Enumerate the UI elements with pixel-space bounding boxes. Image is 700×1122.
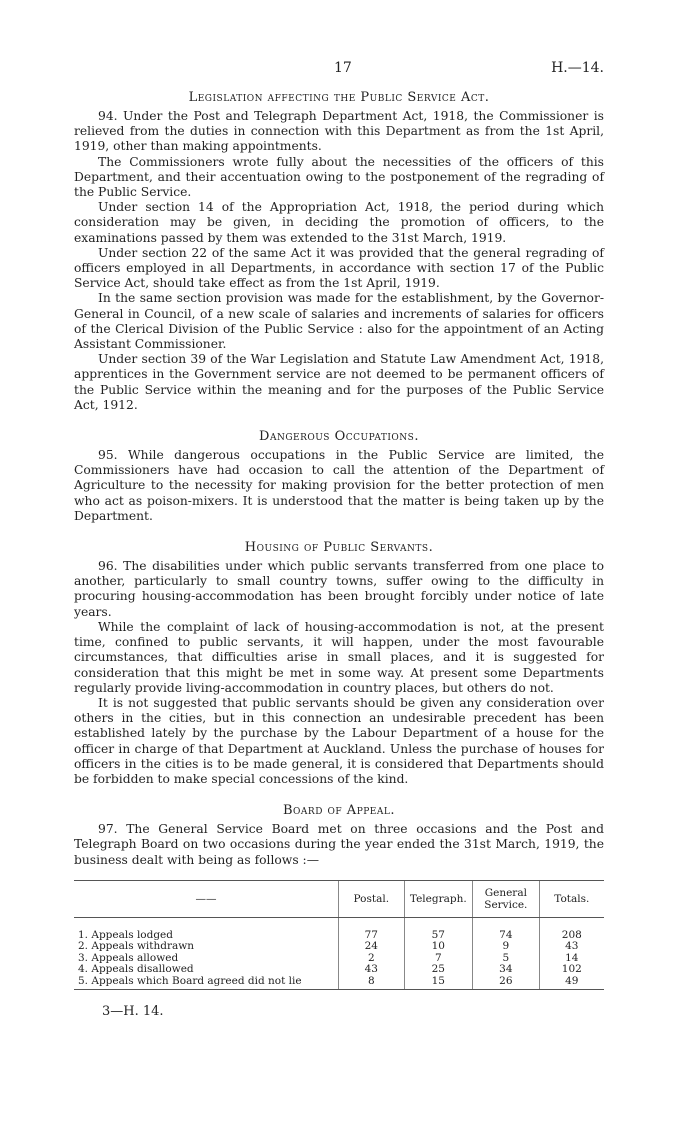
table-cell: 2 [339, 953, 404, 965]
table-cell: 57 [404, 917, 473, 941]
section-dangerous-occupations [74, 429, 604, 524]
paragraph: While the complaint of lack of housing-accommodation is not, at the present time, confined to public servants, it will happen, under the most favourable circumstances, that difficulties arise in small places, and it is suggested for consideration that this might be met in some way. At present some Departments regularly provide living-accommodation in country places, but others do not. [74, 619, 604, 695]
paragraph: In the same section provision was made for the establishment, by the Governor-General in Council, of a new scale of salaries and increments of salaries for officers of the Clerical Division of the Public Service : also for the appointment of an Acting Assistant Commissioner. [74, 291, 604, 352]
table-header-row [74, 880, 604, 917]
table-cell: 7 [404, 953, 473, 965]
table-cell: 24 [339, 941, 404, 953]
table-row [74, 976, 604, 990]
table-cell: 26 [473, 976, 540, 990]
table-cell: 9 [473, 941, 540, 953]
section-title: Board of Appeal. [283, 803, 395, 819]
table-cell: 49 [539, 976, 604, 990]
row-label-text: 5. Appeals which Board agreed did not lie [78, 974, 302, 987]
row-label-text: 1. Appeals lodged [78, 928, 173, 941]
table-cell: 102 [539, 964, 604, 976]
column-header: Totals. [539, 880, 604, 917]
table-cell: 14 [539, 953, 604, 965]
table-cell: 10 [404, 941, 473, 953]
row-label [74, 917, 339, 941]
table-cell: 43 [339, 964, 404, 976]
row-label-text: 2. Appeals withdrawn [78, 940, 195, 953]
table-cell: 8 [339, 976, 404, 990]
paragraph: Under section 22 of the same Act it was provided that the general regrading of officers employed in all Departments, in accordance with section 17 of the Public Service Act, should take effect as from the 1st April, 1919. [74, 245, 604, 291]
section-title: Dangerous Occupations. [259, 429, 419, 445]
table-cell: 77 [339, 917, 404, 941]
column-header: Postal. [339, 880, 404, 917]
row-label [74, 976, 339, 990]
column-header: Telegraph. [404, 880, 473, 917]
paragraph: 95. While dangerous occupations in the Public Service are limited, the Commissioners have had occasion to call the attention of the Department of Agriculture to the necessity for making provision for the better protection of men who act as poison-mixers. It is understood that the matter is being taken up by the Department. [74, 448, 604, 523]
section-board-of-appeal [74, 803, 604, 990]
appeals-table [74, 880, 604, 991]
table-cell: 5 [473, 953, 540, 965]
page-header [74, 60, 604, 80]
table-row [74, 917, 604, 941]
paragraph: 94. Under the Post and Telegraph Department Act, 1918, the Commissioner is relieved from the duties in connection with this Department as from the 1st April, 1919, other than making appointments. [74, 109, 604, 154]
section-title: Legislation affecting the Public Service Act. [188, 90, 490, 105]
document-reference: H.—14. [551, 60, 604, 76]
table-cell: 43 [539, 941, 604, 953]
page-number: 17 [334, 60, 352, 76]
table-cell: 25 [404, 964, 473, 976]
column-header: General Service. [473, 880, 540, 917]
section-housing [74, 540, 604, 787]
paragraph: Under section 14 of the Appropriation Act, 1918, the period during which consideration may be given, in deciding the promotion of officers, to the examinations passed by them was extended to the 31st March, 1919. [74, 200, 604, 245]
paragraph: 96. The disabilities under which public servants transferred from one place to another, particularly to small country towns, suffer owing to the difficulty in procuring housing-accommodation has been brought forcibly under notice of late years. [74, 559, 604, 619]
row-label-text: 4. Appeals disallowed [78, 963, 194, 976]
row-label-text: 3. Appeals allowed [78, 951, 179, 964]
table-cell: 34 [473, 964, 540, 976]
paragraph: 97. The General Service Board met on three occasions and the Post and Telegraph Board on two occasions during the year ended the 31st March, 1919, the business dealt with being as follows :— [74, 822, 604, 867]
table-cell: 15 [404, 976, 473, 990]
paragraph: Under section 39 of the War Legislation and Statute Law Amendment Act, 1918, apprentices in the Government service are not deemed to be permanent officers of the Public Service within the meaning and for the purposes of the Public Service Act, 1912. [74, 352, 604, 412]
page-footer-signature: 3—H. 14. [102, 1004, 164, 1020]
table-cell: 208 [539, 917, 604, 941]
table-cell: 74 [473, 917, 540, 941]
section-legislation [74, 90, 604, 413]
section-title: Housing of Public Servants. [244, 540, 434, 556]
column-header: —— [74, 880, 339, 917]
paragraph: It is not suggested that public servants should be given any consideration over others in the cities, but in this connection an undesirable precedent has been established lately by the purchase by the Labour Department of a house for the officer in charge of that Department at Auckland. Unless the purchase of houses for officers in the cities is to be made general, it is considered that Departments should be forbidden to make special concessions of the kind. [74, 695, 604, 786]
paragraph: The Commissioners wrote fully about the necessities of the officers of this Department, and their accentuation owing to the postponement of the regrading of the Public Service. [74, 154, 604, 200]
